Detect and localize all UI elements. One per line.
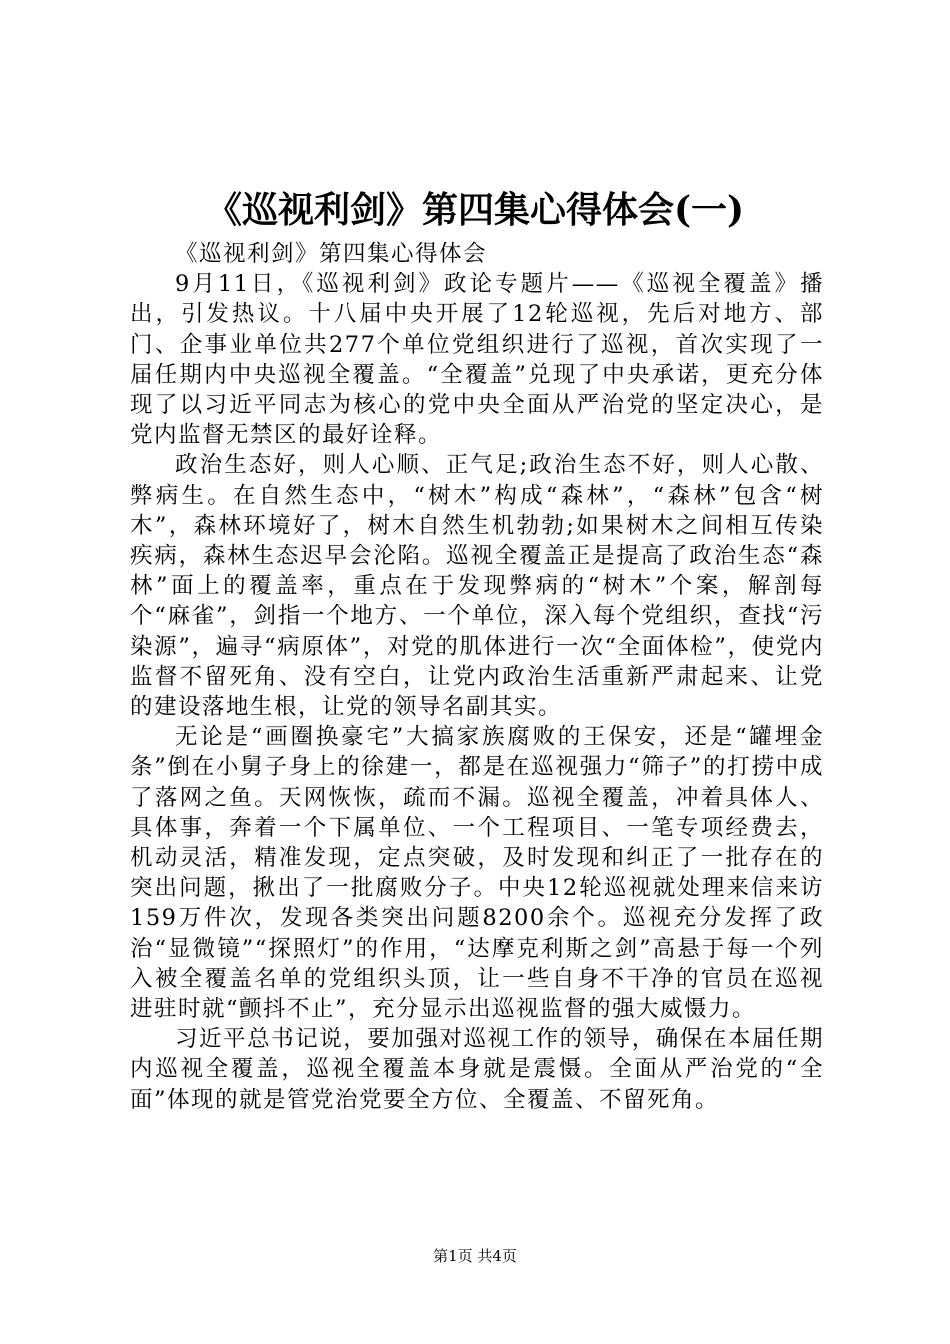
body-paragraph-1: 9月11日，《巡视利剑》政论专题片——《巡视全覆盖》播出，引发热议。十八届中央开展了12轮巡视，先后对地方、部门、企事业单位共277个单位党组织进行了巡视，首次实现了一届任期内中央巡视全覆盖。“全覆盖”兑现了中央承诺，更充分体现了以习近平同志为核心的党中央全面从严治党的坚定决心，是党内监督无禁区的最好诠释。 [130,271,824,449]
body-paragraph-3: 无论是“画圈换豪宅”大搞家族腐败的王保安，还是“罐埋金条”倒在小舅子身上的徐建一，都是在巡视强力“筛子”的打捞中成了落网之鱼。天网恢恢，疏而不漏。巡视全覆盖，冲着具体人、具体事，奔着一个下属单位、一个工程项目、一笔专项经费去，机动灵活，精准发现，定点突破，及时发现和纠正了一批存在的突出问题，揪出了一批腐败分子。中央12轮巡视就处理来信来访159万件次，发现各类突出问题8200余个。巡视充分发挥了政治“显微镜”“探照灯”的作用，“达摩克利斯之剑”高悬于每一个列入被全覆盖名单的党组织头顶，让一些自身不干净的官员在巡视进驻时就“颤抖不止”，充分显示出巡视监督的强大威慑力。 [130,724,824,1023]
document-body [130,239,824,1115]
document-title: 《巡视利剑》第四集心得体会(一) [205,189,745,231]
body-paragraph-4: 习近平总书记说，要加强对巡视工作的领导，确保在本届任期内巡视全覆盖，巡视全覆盖本身就是震慑。全面从严治党的“全面”体现的就是管党治党要全方位、全覆盖、不留死角。 [130,1026,824,1113]
document-subtitle: 《巡视利剑》第四集心得体会 [175,241,488,267]
page-footer: 第1页 共4页 [433,1247,517,1265]
body-paragraph-2: 政治生态好，则人心顺、正气足;政治生态不好，则人心散、弊病生。在自然生态中，“树木”构成“森林”，“森林”包含“树木”，森林环境好了，树木自然生机勃勃;如果树木之间相互传染疾病，森林生态迟早会沦陷。巡视全覆盖正是提高了政治生态“森林”面上的覆盖率，重点在于发现弊病的“树木”个案，解剖每个“麻雀”，剑指一个地方、一个单位，深入每个党组织，查找“污染源”，遍寻“病原体”，对党的肌体进行一次“全面体检”，使党内监督不留死角、没有空白，让党内政治生活重新严肃起来、让党的建设落地生根，让党的领导名副其实。 [130,452,824,721]
